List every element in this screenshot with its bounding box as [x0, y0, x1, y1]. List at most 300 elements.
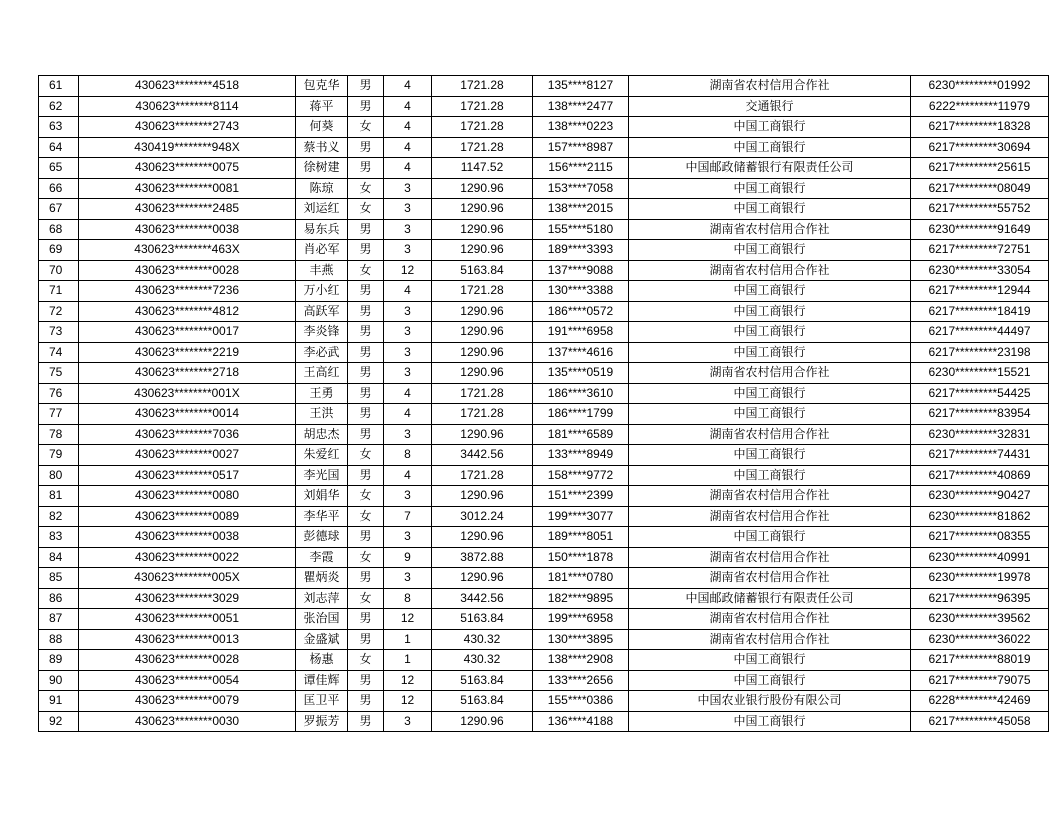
phone-cell: 138****0223 [533, 117, 629, 138]
amount-cell: 5163.84 [432, 670, 533, 691]
amount-cell: 1290.96 [432, 178, 533, 199]
row-number-cell: 69 [39, 240, 79, 261]
gender-cell: 女 [348, 506, 384, 527]
row-number-cell: 84 [39, 547, 79, 568]
phone-cell: 186****3610 [533, 383, 629, 404]
bank-name-cell: 中国邮政储蓄银行有限责任公司 [629, 588, 911, 609]
gender-cell: 男 [348, 219, 384, 240]
table-body [39, 76, 1049, 732]
row-number-cell: 88 [39, 629, 79, 650]
amount-cell: 1290.96 [432, 527, 533, 548]
id-number-cell: 430623********0014 [79, 404, 296, 425]
id-number-cell: 430623********0051 [79, 609, 296, 630]
id-number-cell: 430623********005X [79, 568, 296, 589]
table-row [39, 629, 1049, 650]
bank-name-cell: 湖南省农村信用合作社 [629, 506, 911, 527]
gender-cell: 男 [348, 691, 384, 712]
phone-cell: 136****4188 [533, 711, 629, 732]
count-cell: 3 [384, 486, 432, 507]
account-number-cell: 6217*********12944 [911, 281, 1049, 302]
id-number-cell: 430623********001X [79, 383, 296, 404]
id-number-cell: 430623********2743 [79, 117, 296, 138]
table-row [39, 445, 1049, 466]
person-name-cell: 王洪 [296, 404, 348, 425]
person-name-cell: 李炎锋 [296, 322, 348, 343]
phone-cell: 135****0519 [533, 363, 629, 384]
row-number-cell: 75 [39, 363, 79, 384]
table-row [39, 547, 1049, 568]
count-cell: 4 [384, 96, 432, 117]
bank-name-cell: 中国工商银行 [629, 342, 911, 363]
account-number-cell: 6217*********88019 [911, 650, 1049, 671]
gender-cell: 男 [348, 322, 384, 343]
bank-name-cell: 湖南省农村信用合作社 [629, 486, 911, 507]
person-name-cell: 王高红 [296, 363, 348, 384]
account-number-cell: 6217*********83954 [911, 404, 1049, 425]
row-number-cell: 73 [39, 322, 79, 343]
account-number-cell: 6230*********36022 [911, 629, 1049, 650]
count-cell: 4 [384, 465, 432, 486]
gender-cell: 女 [348, 486, 384, 507]
count-cell: 8 [384, 588, 432, 609]
id-number-cell: 430623********2219 [79, 342, 296, 363]
amount-cell: 1721.28 [432, 117, 533, 138]
row-number-cell: 86 [39, 588, 79, 609]
bank-name-cell: 中国工商银行 [629, 404, 911, 425]
id-number-cell: 430623********7036 [79, 424, 296, 445]
amount-cell: 1290.96 [432, 301, 533, 322]
gender-cell: 男 [348, 527, 384, 548]
bank-name-cell: 中国工商银行 [629, 650, 911, 671]
person-name-cell: 彭德球 [296, 527, 348, 548]
bank-name-cell: 湖南省农村信用合作社 [629, 260, 911, 281]
table-row [39, 342, 1049, 363]
table-row [39, 240, 1049, 261]
phone-cell: 138****2477 [533, 96, 629, 117]
gender-cell: 男 [348, 424, 384, 445]
account-number-cell: 6230*********91649 [911, 219, 1049, 240]
row-number-cell: 82 [39, 506, 79, 527]
table-row [39, 711, 1049, 732]
bank-name-cell: 湖南省农村信用合作社 [629, 76, 911, 97]
phone-cell: 133****2656 [533, 670, 629, 691]
table-row [39, 609, 1049, 630]
table-row [39, 588, 1049, 609]
amount-cell: 3872.88 [432, 547, 533, 568]
account-number-cell: 6217*********44497 [911, 322, 1049, 343]
phone-cell: 181****6589 [533, 424, 629, 445]
id-number-cell: 430623********0081 [79, 178, 296, 199]
amount-cell: 430.32 [432, 650, 533, 671]
count-cell: 3 [384, 568, 432, 589]
person-name-cell: 王勇 [296, 383, 348, 404]
id-number-cell: 430623********0030 [79, 711, 296, 732]
row-number-cell: 64 [39, 137, 79, 158]
count-cell: 3 [384, 178, 432, 199]
bank-name-cell: 湖南省农村信用合作社 [629, 547, 911, 568]
bank-name-cell: 中国农业银行股份有限公司 [629, 691, 911, 712]
id-number-cell: 430623********3029 [79, 588, 296, 609]
gender-cell: 男 [348, 158, 384, 179]
account-number-cell: 6217*********55752 [911, 199, 1049, 220]
person-name-cell: 徐树建 [296, 158, 348, 179]
gender-cell: 男 [348, 383, 384, 404]
row-number-cell: 65 [39, 158, 79, 179]
count-cell: 12 [384, 609, 432, 630]
phone-cell: 130****3895 [533, 629, 629, 650]
row-number-cell: 67 [39, 199, 79, 220]
amount-cell: 1721.28 [432, 137, 533, 158]
count-cell: 4 [384, 117, 432, 138]
row-number-cell: 81 [39, 486, 79, 507]
table-row [39, 486, 1049, 507]
amount-cell: 1721.28 [432, 76, 533, 97]
table-row [39, 383, 1049, 404]
bank-name-cell: 中国工商银行 [629, 240, 911, 261]
id-number-cell: 430623********463X [79, 240, 296, 261]
bank-name-cell: 中国工商银行 [629, 711, 911, 732]
person-name-cell: 李霞 [296, 547, 348, 568]
bank-name-cell: 中国工商银行 [629, 301, 911, 322]
bank-name-cell: 中国工商银行 [629, 383, 911, 404]
account-number-cell: 6228*********42469 [911, 691, 1049, 712]
person-name-cell: 李华平 [296, 506, 348, 527]
account-number-cell: 6222*********11979 [911, 96, 1049, 117]
id-number-cell: 430623********0028 [79, 650, 296, 671]
row-number-cell: 66 [39, 178, 79, 199]
gender-cell: 女 [348, 260, 384, 281]
bank-name-cell: 中国工商银行 [629, 281, 911, 302]
id-number-cell: 430623********0517 [79, 465, 296, 486]
person-name-cell: 胡忠杰 [296, 424, 348, 445]
gender-cell: 男 [348, 281, 384, 302]
amount-cell: 1290.96 [432, 363, 533, 384]
account-number-cell: 6217*********18328 [911, 117, 1049, 138]
person-name-cell: 何葵 [296, 117, 348, 138]
gender-cell: 男 [348, 240, 384, 261]
phone-cell: 137****9088 [533, 260, 629, 281]
table-row [39, 281, 1049, 302]
id-number-cell: 430623********0038 [79, 527, 296, 548]
person-name-cell: 刘娟华 [296, 486, 348, 507]
phone-cell: 138****2908 [533, 650, 629, 671]
row-number-cell: 72 [39, 301, 79, 322]
bank-name-cell: 中国工商银行 [629, 137, 911, 158]
row-number-cell: 78 [39, 424, 79, 445]
phone-cell: 199****6958 [533, 609, 629, 630]
bank-name-cell: 中国工商银行 [629, 199, 911, 220]
count-cell: 3 [384, 342, 432, 363]
count-cell: 12 [384, 670, 432, 691]
bank-name-cell: 中国工商银行 [629, 178, 911, 199]
count-cell: 4 [384, 383, 432, 404]
id-number-cell: 430623********0017 [79, 322, 296, 343]
bank-name-cell: 湖南省农村信用合作社 [629, 568, 911, 589]
row-number-cell: 85 [39, 568, 79, 589]
count-cell: 12 [384, 691, 432, 712]
amount-cell: 3012.24 [432, 506, 533, 527]
amount-cell: 1290.96 [432, 199, 533, 220]
gender-cell: 男 [348, 404, 384, 425]
bank-name-cell: 中国工商银行 [629, 527, 911, 548]
person-name-cell: 刘志萍 [296, 588, 348, 609]
row-number-cell: 92 [39, 711, 79, 732]
gender-cell: 女 [348, 117, 384, 138]
bank-name-cell: 湖南省农村信用合作社 [629, 424, 911, 445]
count-cell: 3 [384, 199, 432, 220]
phone-cell: 182****9895 [533, 588, 629, 609]
person-name-cell: 万小红 [296, 281, 348, 302]
gender-cell: 男 [348, 670, 384, 691]
id-number-cell: 430419********948X [79, 137, 296, 158]
person-name-cell: 杨惠 [296, 650, 348, 671]
table-row [39, 178, 1049, 199]
account-number-cell: 6230*********81862 [911, 506, 1049, 527]
amount-cell: 1290.96 [432, 711, 533, 732]
id-number-cell: 430623********7236 [79, 281, 296, 302]
table-row [39, 260, 1049, 281]
table-row [39, 117, 1049, 138]
amount-cell: 5163.84 [432, 260, 533, 281]
gender-cell: 女 [348, 547, 384, 568]
count-cell: 4 [384, 137, 432, 158]
bank-name-cell: 中国工商银行 [629, 670, 911, 691]
amount-cell: 1290.96 [432, 219, 533, 240]
row-number-cell: 62 [39, 96, 79, 117]
table-row [39, 506, 1049, 527]
count-cell: 3 [384, 527, 432, 548]
gender-cell: 女 [348, 588, 384, 609]
phone-cell: 186****1799 [533, 404, 629, 425]
count-cell: 4 [384, 76, 432, 97]
amount-cell: 1290.96 [432, 322, 533, 343]
table-row [39, 670, 1049, 691]
gender-cell: 男 [348, 342, 384, 363]
phone-cell: 133****8949 [533, 445, 629, 466]
gender-cell: 男 [348, 96, 384, 117]
gender-cell: 男 [348, 629, 384, 650]
id-number-cell: 430623********0054 [79, 670, 296, 691]
account-number-cell: 6217*********40869 [911, 465, 1049, 486]
phone-cell: 158****9772 [533, 465, 629, 486]
person-name-cell: 易东兵 [296, 219, 348, 240]
gender-cell: 男 [348, 568, 384, 589]
person-name-cell: 肖必军 [296, 240, 348, 261]
table-row [39, 404, 1049, 425]
amount-cell: 5163.84 [432, 691, 533, 712]
id-number-cell: 430623********2485 [79, 199, 296, 220]
row-number-cell: 87 [39, 609, 79, 630]
count-cell: 3 [384, 711, 432, 732]
count-cell: 3 [384, 322, 432, 343]
table-row [39, 691, 1049, 712]
id-number-cell: 430623********0079 [79, 691, 296, 712]
id-number-cell: 430623********4518 [79, 76, 296, 97]
amount-cell: 1290.96 [432, 240, 533, 261]
table-row [39, 424, 1049, 445]
person-name-cell: 张治国 [296, 609, 348, 630]
id-number-cell: 430623********0022 [79, 547, 296, 568]
bank-name-cell: 中国工商银行 [629, 322, 911, 343]
count-cell: 4 [384, 404, 432, 425]
bank-name-cell: 湖南省农村信用合作社 [629, 609, 911, 630]
row-number-cell: 70 [39, 260, 79, 281]
row-number-cell: 79 [39, 445, 79, 466]
person-name-cell: 谭佳辉 [296, 670, 348, 691]
gender-cell: 男 [348, 301, 384, 322]
phone-cell: 138****2015 [533, 199, 629, 220]
person-name-cell: 李必武 [296, 342, 348, 363]
person-name-cell: 陈琼 [296, 178, 348, 199]
id-number-cell: 430623********0080 [79, 486, 296, 507]
gender-cell: 男 [348, 711, 384, 732]
gender-cell: 女 [348, 650, 384, 671]
person-name-cell: 丰燕 [296, 260, 348, 281]
account-number-cell: 6217*********96395 [911, 588, 1049, 609]
account-number-cell: 6230*********33054 [911, 260, 1049, 281]
account-number-cell: 6217*********72751 [911, 240, 1049, 261]
table-row [39, 568, 1049, 589]
bank-name-cell: 湖南省农村信用合作社 [629, 629, 911, 650]
gender-cell: 男 [348, 76, 384, 97]
table-row [39, 137, 1049, 158]
person-name-cell: 李光国 [296, 465, 348, 486]
id-number-cell: 430623********8114 [79, 96, 296, 117]
count-cell: 3 [384, 240, 432, 261]
row-number-cell: 80 [39, 465, 79, 486]
person-name-cell: 罗振芳 [296, 711, 348, 732]
table-row [39, 76, 1049, 97]
account-number-cell: 6217*********08355 [911, 527, 1049, 548]
person-name-cell: 蔡书义 [296, 137, 348, 158]
amount-cell: 1290.96 [432, 342, 533, 363]
count-cell: 7 [384, 506, 432, 527]
row-number-cell: 91 [39, 691, 79, 712]
table-row [39, 650, 1049, 671]
phone-cell: 189****3393 [533, 240, 629, 261]
phone-cell: 135****8127 [533, 76, 629, 97]
gender-cell: 男 [348, 137, 384, 158]
bank-name-cell: 湖南省农村信用合作社 [629, 363, 911, 384]
id-number-cell: 430623********0027 [79, 445, 296, 466]
id-number-cell: 430623********0089 [79, 506, 296, 527]
account-number-cell: 6217*********79075 [911, 670, 1049, 691]
id-number-cell: 430623********0038 [79, 219, 296, 240]
phone-cell: 157****8987 [533, 137, 629, 158]
phone-cell: 155****0386 [533, 691, 629, 712]
account-number-cell: 6217*********18419 [911, 301, 1049, 322]
account-number-cell: 6217*********54425 [911, 383, 1049, 404]
account-number-cell: 6217*********25615 [911, 158, 1049, 179]
amount-cell: 1290.96 [432, 568, 533, 589]
row-number-cell: 76 [39, 383, 79, 404]
account-number-cell: 6230*********15521 [911, 363, 1049, 384]
table-row [39, 219, 1049, 240]
count-cell: 9 [384, 547, 432, 568]
row-number-cell: 77 [39, 404, 79, 425]
person-name-cell: 瞿炳炎 [296, 568, 348, 589]
gender-cell: 男 [348, 363, 384, 384]
account-number-cell: 6230*********32831 [911, 424, 1049, 445]
row-number-cell: 90 [39, 670, 79, 691]
table-row [39, 301, 1049, 322]
id-number-cell: 430623********2718 [79, 363, 296, 384]
records-table [38, 75, 1049, 732]
bank-name-cell: 中国工商银行 [629, 117, 911, 138]
amount-cell: 430.32 [432, 629, 533, 650]
bank-name-cell: 湖南省农村信用合作社 [629, 219, 911, 240]
phone-cell: 153****7058 [533, 178, 629, 199]
account-number-cell: 6230*********19978 [911, 568, 1049, 589]
phone-cell: 191****6958 [533, 322, 629, 343]
account-number-cell: 6217*********23198 [911, 342, 1049, 363]
count-cell: 8 [384, 445, 432, 466]
phone-cell: 181****0780 [533, 568, 629, 589]
person-name-cell: 蒋平 [296, 96, 348, 117]
amount-cell: 1290.96 [432, 486, 533, 507]
phone-cell: 150****1878 [533, 547, 629, 568]
account-number-cell: 6217*********74431 [911, 445, 1049, 466]
person-name-cell: 朱爱红 [296, 445, 348, 466]
phone-cell: 186****0572 [533, 301, 629, 322]
row-number-cell: 68 [39, 219, 79, 240]
account-number-cell: 6230*********01992 [911, 76, 1049, 97]
gender-cell: 女 [348, 445, 384, 466]
row-number-cell: 83 [39, 527, 79, 548]
count-cell: 3 [384, 424, 432, 445]
phone-cell: 189****8051 [533, 527, 629, 548]
amount-cell: 1147.52 [432, 158, 533, 179]
phone-cell: 151****2399 [533, 486, 629, 507]
person-name-cell: 金盛斌 [296, 629, 348, 650]
account-number-cell: 6230*********39562 [911, 609, 1049, 630]
account-number-cell: 6230*********40991 [911, 547, 1049, 568]
amount-cell: 1721.28 [432, 465, 533, 486]
table-row [39, 363, 1049, 384]
table-row [39, 199, 1049, 220]
row-number-cell: 61 [39, 76, 79, 97]
phone-cell: 199****3077 [533, 506, 629, 527]
phone-cell: 137****4616 [533, 342, 629, 363]
count-cell: 3 [384, 301, 432, 322]
bank-name-cell: 中国工商银行 [629, 445, 911, 466]
amount-cell: 1721.28 [432, 404, 533, 425]
phone-cell: 130****3388 [533, 281, 629, 302]
amount-cell: 1290.96 [432, 424, 533, 445]
bank-name-cell: 中国工商银行 [629, 465, 911, 486]
bank-name-cell: 中国邮政储蓄银行有限责任公司 [629, 158, 911, 179]
id-number-cell: 430623********0013 [79, 629, 296, 650]
phone-cell: 156****2115 [533, 158, 629, 179]
table-row [39, 322, 1049, 343]
table-row [39, 158, 1049, 179]
gender-cell: 男 [348, 609, 384, 630]
gender-cell: 男 [348, 465, 384, 486]
table-row [39, 465, 1049, 486]
phone-cell: 155****5180 [533, 219, 629, 240]
row-number-cell: 74 [39, 342, 79, 363]
bank-name-cell: 交通银行 [629, 96, 911, 117]
row-number-cell: 71 [39, 281, 79, 302]
table-row [39, 527, 1049, 548]
account-number-cell: 6230*********90427 [911, 486, 1049, 507]
count-cell: 1 [384, 629, 432, 650]
gender-cell: 女 [348, 199, 384, 220]
table-row [39, 96, 1049, 117]
amount-cell: 1721.28 [432, 281, 533, 302]
id-number-cell: 430623********0075 [79, 158, 296, 179]
id-number-cell: 430623********4812 [79, 301, 296, 322]
